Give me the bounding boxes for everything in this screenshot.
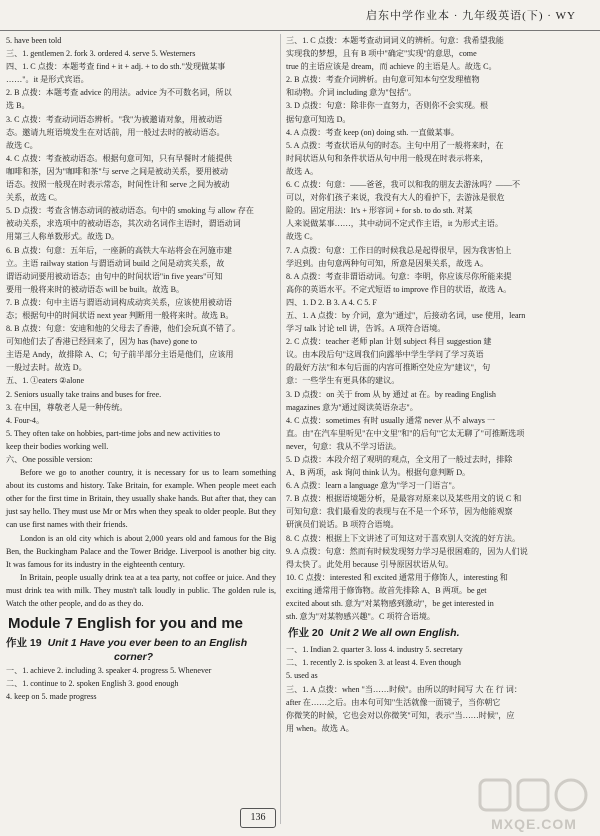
answer-line: magazines 意为"通过阅读英语杂志"。 [286,402,418,412]
answer-line: 7. B 点拨：句中主语与谓语动词构成动宾关系，应该使用被动语 [6,297,232,307]
essay-paragraph: In Britain, people usually drink tea at a tea party, not coffee or juice. And they must drink tea with milk. They mustn't talk loudly in public. The golden rule is, Watch the other people, and do as they do. [6,572,276,609]
answer-line: 高你的英语水平。不定式短语 to improve 作目的状语，故选 A。 [286,284,512,294]
answer-line: 三、1. gentlemen 2. fork 3. ordered 4. serve 5. Westerners [6,49,196,59]
watermark-icon [474,776,594,816]
answer-line: 人来说做某事……，其中动词不定式作主语，it 为形式主语。 [286,219,503,229]
answer-line: 六、One possible version: [6,455,93,464]
answer-line: 语态。按照一般现在时表示常态，时间性计和 serve 之间为被动 [6,180,230,190]
answer-line: 五、1. ①eaters ②alone [6,376,85,386]
unit-title: Unit 1 Have you ever been to an English [47,637,248,650]
answer-line: 要用一般将来时的被动语态 will be built。故选 B。 [6,284,185,294]
answer-line: true 的主语应该是 dream，而 achieve 的主语是人。故选 C。 [286,62,497,72]
answer-line: 学习 talk 讨论 tell 讲，告诉。A 项符合语境。 [286,324,446,334]
header-title: 启东中学作业本 · 九年级英语(下) · WY [366,10,576,22]
answer-line: exciting 通常用于修饰物。故首先排除 A、B 两项。be get [286,585,487,595]
unit-title-cont: corner? [114,651,154,664]
left-column [6,34,276,703]
answer-line: 8. C 点拨：根据上下文讲述了可知这对于喜欢别人交流的好方法。 [286,533,521,543]
answer-line: 可知句意：我们最看发的表现与在不是一个环节，因为他能观察 [286,507,513,517]
answer-line: 意：一些学生有更具体的建议。 [286,376,400,386]
page-header [0,0,600,31]
essay-paragraph: London is an old city which is about 2,000 years old and famous for the Big Ben, the Buckingham Palace and the Tower Bridge. Liverpool is another big city. It was famous for its industry in the eighteenth century. [6,533,276,569]
right-tail-lines [286,643,582,735]
answer-line: 态。邀请九班语境发生在对话前，用一般过去时的被动语态。 [6,127,225,137]
answer-line: 2. B 点拨：本题考查 advice 的用法。advice 为不可数名词，所以 [6,88,232,98]
answer-line: 主语是 Andy，故排除 A、C；句子前半部分主语是他们，应该用 [6,350,234,360]
page-number: 136 [240,808,276,828]
answer-line: 7. B 点拨：根据语境题分析，是最容对原来以及某些用文的说 C 和 [286,494,522,504]
answer-line: 学迟到。由句意两种句可知，所意是因果关系，故选 A。 [286,258,489,268]
answer-line: 立。主语 railway station 与谓语动词 build 之间是动宾关系，故 [6,258,225,268]
answer-line: 3. D 点拨：句意：除非你一直努力，否则你不会实现。根 [286,101,489,111]
essay-paragraph: Before we go to another country, it is necessary for us to learn something about its customs and history. Take Britain, for example. When people meet each other for the first time in Britain, they usually shake hands. But after that, they can just say hello. They must use Mr or Mrs when they speak to older people. But they can use first names with their friends. [6,468,276,530]
answer-line: 一、1. achieve 2. including 3. speaker 4. progress 5. Whenever [6,666,212,676]
answer-line: 可以，对你们孩子来说，我没有大人的看护下，去游泳是很危 [286,193,505,203]
answer-line: 故选 C。 [286,232,318,242]
answer-line: 五、1. A 点拨：by 介词，意为"通过"，后接动名词，use 使用，learn [286,310,526,320]
answer-line: never，句意：我从不学习语法。 [286,441,402,451]
answer-line: 2. B 点拨：考查介词辨析。由句意可知本句空发理植物 [286,75,480,85]
answer-line: 四、1. C 点拨：本题考查 find + it + adj. + to do sth."发现做某事 [6,62,226,72]
unit-heading-left [6,636,276,650]
unit-heading-right [288,626,582,640]
answer-line: 4. Four-4。 [6,415,45,425]
answer-line: 时间状语从句和条件状语从句中用一般现在时表示将来， [286,153,489,163]
answer-line: 二、1. recently 2. is spoken 3. at least 4. Even though [286,658,461,668]
right-answer-lines [286,34,582,623]
answer-line: 7. A 点拨：句意：工作日的时候我总是起得很早，因为我害怕上 [286,245,512,255]
answer-line: 3. 在中国，尊敬老人是一种传统。 [6,402,128,412]
answer-line: 5. They often take on hobbies, part-time jobs and new activities to [6,428,221,438]
answer-line: 2. C 点拨：teacher 老师 plan 计划 subject 科目 suggestion 建 [286,337,492,347]
answer-line: 被动关系，求选项中的被动语态，其次动名词作主语时，谓语动词 [6,219,241,229]
watermark-logo [474,776,594,832]
watermark-text: MXQE.COM [491,816,577,832]
answer-line: 关系，故选 C。 [6,193,62,203]
answer-line: 态；根据句中的时间状语 next year 判断用一般将来时。故选 B。 [6,310,234,320]
answer-line: 5. used as [286,671,318,681]
answer-line: 6. C 点拨：句意：——爸爸，我可以和我的朋友去游泳吗？——不 [286,180,521,190]
answer-line: 10. C 点拨：interested 和 excited 通常用于修饰人，interesting 和 [286,572,508,582]
answer-line: 故选 A。 [286,166,319,176]
answer-line: 险的。固定用法：It's + 形容词 + for sb. to do sth. 对某 [286,206,473,216]
left-tail-lines [6,664,276,703]
answer-line: 6. B 点拨：句意：五年后，一座新的高铁大车站将会在河施市建 [6,245,232,255]
unit-title: Unit 2 We all own English. [329,627,460,640]
answer-line: 的最好方法"和本句后面的内容可推断空处应为"建议"，句 [286,363,491,373]
answer-line: 5. D 点拨：考查含情态动词的被动语态。句中的 smoking 与 allow 存在 [6,206,254,216]
answer-line: 一般过去时。故选 D。 [6,363,87,373]
answer-line: 直。由"在汽车里听见"在中文里"和"的后句"它太无聊了"可推断选项 [286,428,525,438]
left-answer-lines [6,34,276,466]
answer-line: 4. A 点拨：考查 keep (on) doing sth. 一直做某事。 [286,127,459,137]
answer-line: 故选 C。 [6,140,38,150]
answer-line: A、B 两项，ask 询问 think 认为。根据句意判断 D。 [286,468,471,478]
right-column [286,34,582,735]
answer-line: 研演员们说话。B 项符合语境。 [286,520,399,530]
answer-line: 4. keep on 5. made progress [6,692,97,702]
answer-line: 6. A 点拨：learn a language 意为"学习一门语言"。 [286,481,460,491]
answer-line: 三、1. C 点拨：本题考查动词词义的辨析。句意：我希望我能 [286,36,504,45]
module-title: Module 7 English for you and me [8,615,244,633]
answer-line: after 在……之后。由本句可知"生活就像一面镜子，当你朝它 [286,697,501,707]
answer-line: sth. 意为"对某物感兴趣"。C 项符合语境。 [286,612,435,622]
unit-label: 作业 19 [6,637,42,650]
answer-line: 8. B 点拨：句意：安迪和他的父母去了香港，他们会玩真不错了。 [6,324,241,334]
answer-line: keep their bodies working well. [6,441,109,451]
answer-line: 8. A 点拨：考查非谓语动词。句意：李明，你应该尽你所能来提 [286,271,512,281]
answer-line: 5. D 点拨：本段介绍了观明的观点，全文用了一般过去时，排除 [286,455,513,464]
answer-line: 据句意可知选 D。 [286,114,351,124]
answer-line: 可知他们去了香港已经回来了，因为 has (have) gone to [6,337,198,347]
answer-line: 四、1. D 2. B 3. A 4. C 5. F [286,297,377,307]
answer-line: ……"。it 是形式宾语。 [6,75,89,85]
answer-line: 3. C 点拨：考查动词语态辨析。"我"为被邀请对象，用被动语 [6,114,223,124]
answer-line: 选 B。 [6,101,30,111]
answer-line: 咖啡和茶，因为"咖啡和茶"与 serve 之间是被动关系，要用被动 [6,166,228,176]
answer-line: 二、1. continue to 2. spoken English 3. good enough [6,679,179,689]
answer-line: 实现我的梦想，且有 B 项中"确定"实现"的意思，come [286,49,477,59]
answer-line: 4. C 点拨：sometimes 有时 usually 通常 never 从不 always 一 [286,415,496,425]
essay [6,466,276,610]
answer-line: 4. C 点拨：考查被动语态。根据句意可知，只有早餐时才能提供 [6,153,232,163]
answer-line: 议。由本段后句"这周我们向露举中学生学问了学习英语 [286,350,484,360]
answer-line: 9. A 点拨：句意：然而有时候发现努力学习是很困难的，因为人们说 [286,546,528,556]
answer-line: 用 when。故选 A。 [286,723,354,733]
answer-line: 和动物。介词 including 意为"包括"。 [286,88,417,98]
answer-line: 得太快了。此处用 because 引导原因状语从句。 [286,559,454,569]
answer-line: 5. A 点拨：考查状语从句的时态。主句中用了一般将来时，在 [286,140,504,150]
answer-line: excited about sth. 意为"对某物感到激动"，be get interested in [286,599,494,609]
answer-line: 一、1. Indian 2. quarter 3. loss 4. industry 5. secretary [286,645,463,655]
answer-line: 用第三人称单数形式。故选 D。 [6,232,120,242]
answer-line: 谓语动词要用被动语态；由句中的时间状语"in five years"可知 [6,271,223,281]
answer-line: 3. D 点拨：on 关于 from 从 by 通过 at 在。by reading English [286,389,496,399]
column-divider [280,34,281,824]
answer-line: 三、1. A 点拨：when "当……时候"。由所以的时间写 大 在 行 词： [286,684,522,694]
unit-label: 作业 20 [288,627,324,640]
answer-line: 你微笑的时候，它也会对以你微笑"可知，表示"当……时候"，应 [286,710,515,720]
answer-line: 2. Seniors usually take trains and buses for free. [6,389,162,399]
answer-line: 5. have been told [6,36,62,45]
